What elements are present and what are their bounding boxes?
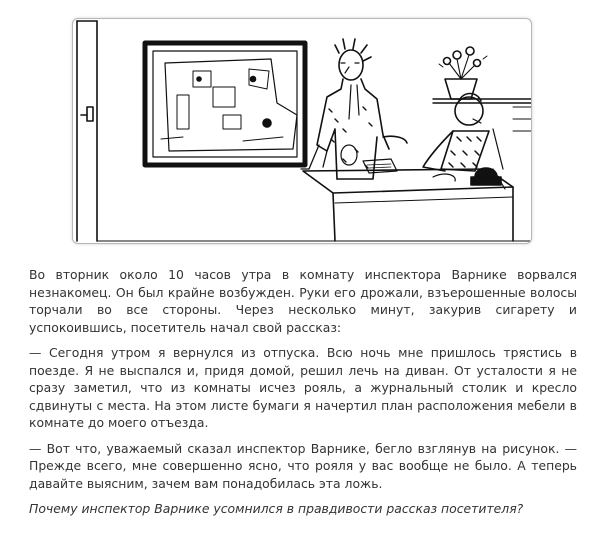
illustration-frame <box>72 18 532 244</box>
story-text <box>29 266 577 526</box>
story-paragraph-2: — Сегодня утром я вернулся из отпуска. Всю ночь мне пришлось трястись в поезде. Я не выспался и, придя домой, решил лечь на диван. От усталости я не сразу заметил, что из комнаты исчез рояль, а журнальный столик и кресло сдвинуты с места. На этом листе бумаги я начертил план расположения мебели в комнате до моего отъезда. <box>29 345 577 430</box>
riddle-question: Почему инспектор Варнике усомнился в правдивости рассказ посетителя? <box>29 501 524 516</box>
detective-office-illustration <box>73 19 531 243</box>
story-paragraph-3: — Вот что, уважаемый сказал инспектор Варнике, бегло взглянув на рисунок. — Прежде всего, мне совершенно ясно, что рояля у вас вообще не было. А теперь давайте выясним, зачем вам понадобилась эта ложь. <box>29 440 577 491</box>
story-paragraph-1: Во вторник около 10 часов утра в комнату инспектора Варнике ворвался незнакомец. Он был крайне возбужден. Руки его дрожали, взъерошенные волосы торчали во все стороны. Через несколько минут, закурив сигарету и успокоившись, посетитель начал свой рассказ: <box>29 267 577 335</box>
